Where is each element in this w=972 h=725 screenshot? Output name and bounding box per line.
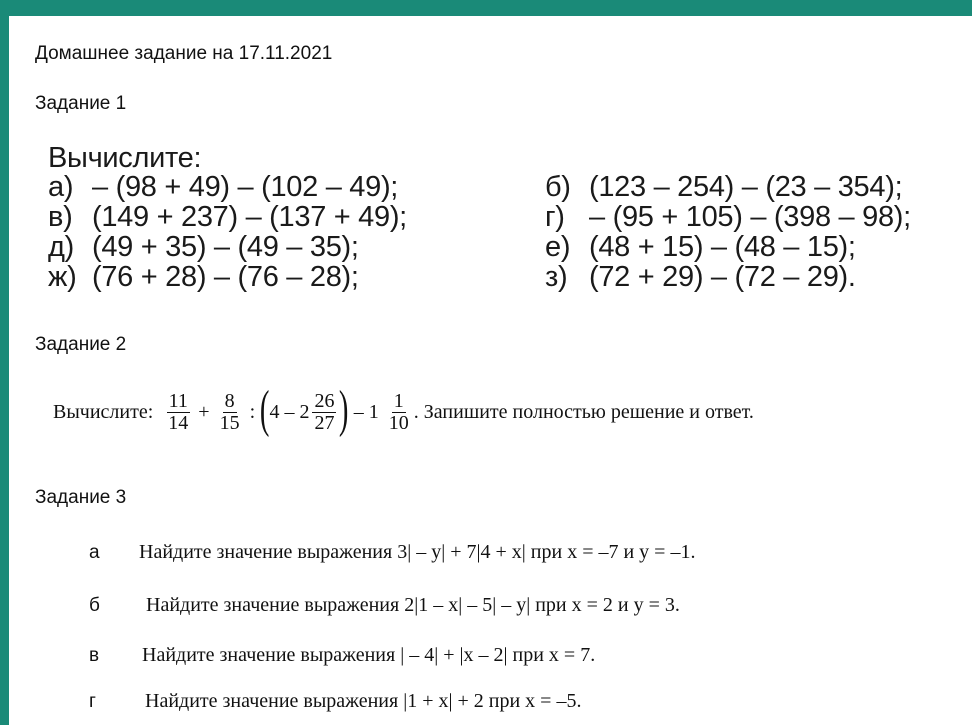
task1-item-d: д) (49 + 35) – (49 – 35); [48,231,359,263]
task3-item-v: в Найдите значение выражения | – 4| + |x – 2| при x = 7. [89,644,596,666]
task3-item-b: б Найдите значение выражения 2|1 – x| – 5| – y| при x = 2 и y = 3. [89,594,680,616]
task2-prefix: Вычислите: [53,400,154,423]
fraction-3: $\frac{26}{27}$ [314,389,335,434]
fraction-4: $\frac{1}{10}$ [388,389,409,434]
document-page [9,16,972,725]
homework-title: Домашнее задание на 17.11.2021 [35,43,333,64]
task3-label: Задание 3 [35,487,127,508]
task1-image [48,142,911,293]
task1-item-b: б) (123 – 254) – (23 – 354); [545,171,903,203]
close-paren: ) [339,381,349,438]
task1-item-v: в) (149 + 237) – (137 + 49); [48,201,407,233]
task1-item-zh: ж) (76 + 28) – (76 – 28); [48,261,359,293]
task1-instruction: Вычислите: [48,142,202,174]
fraction-1: $\frac{11}{14}$ [168,389,189,434]
task3-item-a: а Найдите значение выражения 3| – y| + 7|4 + x| при x = –7 и y = –1. [89,541,696,563]
task1-item-g: г) – (95 + 105) – (398 – 98); [545,201,911,233]
open-paren: ( [260,381,270,438]
task1-item-e: е) (48 + 15) – (48 – 15); [545,231,856,263]
task1-label: Задание 1 [35,93,127,114]
task1-item-a: а) – (98 + 49) – (102 – 49); [48,171,399,203]
task2-suffix: . Запишите полностью решение и ответ. [413,400,754,423]
fraction-2: $\frac{8}{15}$ [219,389,240,434]
task1-item-z: з) (72 + 29) – (72 – 29). [545,261,856,293]
task3-item-g: г Найдите значение выражения |1 + x| + 2 при x = –5. [89,690,582,712]
task2-label: Задание 2 [35,334,127,355]
task2-expression: Вычислите: $\frac{11}{14}$ + $\frac{8}{15}$ : ( 4 – 2 $\frac{26}{27}$ ) – 1 $\frac{1}{10}$ . Запишите полностью решение и ответ. [53,381,754,438]
mixed-number: 4 – 2 $\frac{26}{27}$ [269,389,335,434]
